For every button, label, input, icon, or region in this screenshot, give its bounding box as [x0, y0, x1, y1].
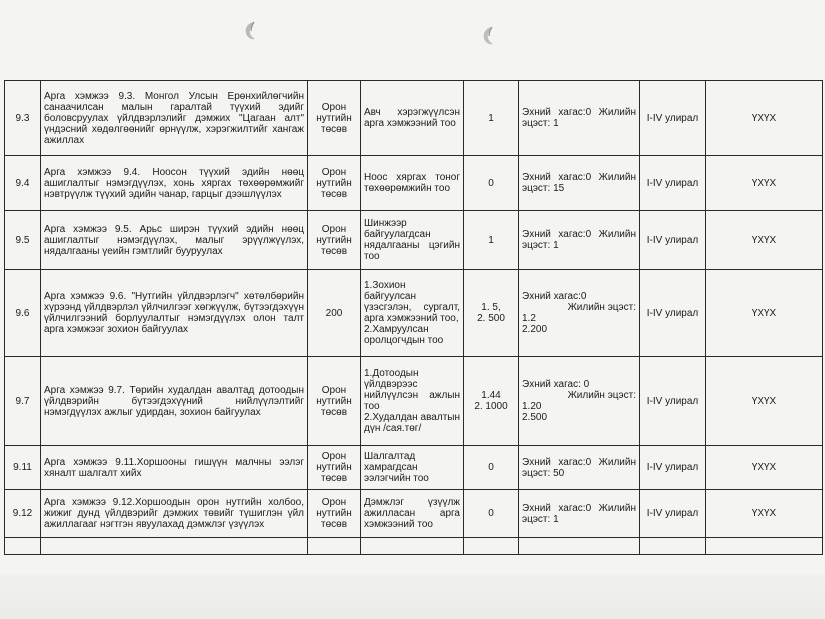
value-line: 1. 5,: [481, 302, 501, 313]
empty-cell: [361, 538, 464, 555]
table-row: [5, 156, 823, 211]
baseline: [519, 357, 640, 446]
baseline: Эхний хагас:0 Жилийн эцэст: 15: [519, 156, 640, 211]
table-row: [5, 211, 823, 270]
row-number: 9.4: [5, 156, 41, 211]
indicator-line: 2.Хамруулсан оролцогчдын тоо: [364, 324, 444, 346]
table-row: [5, 446, 823, 490]
table-row-empty: [5, 538, 823, 555]
indicator: [361, 270, 464, 357]
measure-description: Арга хэмжээ 9.6. "Нутгийн үйлдвэрлэгч" хөтөлбөрийн хүрээнд үйлдвэрлэл үйлчилгээг хөгжүүлж, бүтээгдэхүүн үйлчилгээний борлуулалтыг нэмэгдүүлэх олон талт арга хэмжээг зохион байгуулах: [41, 270, 308, 357]
baseline: Эхний хагас:0 Жилийн эцэст: 50: [519, 446, 640, 490]
target-value: 0: [464, 156, 519, 211]
measure-description: Арга хэмжээ 9.3. Монгол Улсын Ерөнхийлөгчийн санаачилсан малын гаралтай түүхий эдийг боловсруулах үйлдвэрлэлийг дэмжих "Цагаан алт" үндэсний хөдөлгөөнийг өрнүүлж, хэрэгжилтийг хангаж ажиллах: [41, 81, 308, 156]
empty-cell: [464, 538, 519, 555]
baseline-line: 2.500: [522, 412, 548, 423]
baseline-line: Жилийн эцэст:: [567, 390, 636, 401]
indicator-line: 1.Зохион байгуулсан үзэсгэлэн, сургалт, арга хэмжээний тоо,: [364, 280, 460, 324]
measure-description: Арга хэмжээ 9.5. Арьс ширэн түүхий эдийн нөөц ашиглалтыг нэмэгдүүлэх, малыг эрүүлжүүлэх, нядалгааны үеийн гэмтлийг бууруулах: [41, 211, 308, 270]
funding-source: Орон нутгийн төсөв: [308, 211, 361, 270]
responsible-org: ҮХҮХ: [706, 211, 823, 270]
indicator: Авч хэрэгжүүлсэн арга хэмжээний тоо: [361, 81, 464, 156]
target-value: 1: [464, 211, 519, 270]
responsible-org: ҮХҮХ: [706, 81, 823, 156]
target-value: [464, 357, 519, 446]
period: I-IV улирал: [640, 270, 706, 357]
indicator: [361, 357, 464, 446]
target-value: [464, 270, 519, 357]
baseline-line: 1.20: [522, 401, 542, 412]
funding-source: Орон нутгийн төсөв: [308, 490, 361, 538]
indicator: Ноос хяргах тоног төхөөрөмжийн тоо: [361, 156, 464, 211]
indicator: Шинжээр байгуулагдсан нядалгааны цэгийн тоо: [361, 211, 464, 270]
baseline: Эхний хагас:0 Жилийн эцэст: 1: [519, 490, 640, 538]
measure-description: Арга хэмжээ 9.4. Ноосон түүхий эдийн нөөц ашиглалтыг нэмэгдүүлэх, хонь хяргах төхөөрөмжийг нэвтрүүлж түүхий эдийн чанар, гарцыг дээшлүүлэх: [41, 156, 308, 211]
period: I-IV улирал: [640, 211, 706, 270]
row-number: 9.11: [5, 446, 41, 490]
empty-cell: [5, 538, 41, 555]
period: I-IV улирал: [640, 357, 706, 446]
table-row: [5, 81, 823, 156]
row-number: 9.7: [5, 357, 41, 446]
measure-description: Арга хэмжээ 9.11.Хоршооны гишүүн малчны ээлэг хяналт шалгалт хийх: [41, 446, 308, 490]
target-value: 0: [464, 490, 519, 538]
responsible-org: ҮХҮХ: [706, 490, 823, 538]
responsible-org: ҮХҮХ: [706, 156, 823, 211]
baseline-line: Жилийн эцэст:: [567, 302, 636, 313]
punch-hole-icon: [243, 20, 259, 42]
baseline-line: 2.200: [522, 324, 548, 335]
table-row: [5, 270, 823, 357]
target-value: 1: [464, 81, 519, 156]
indicator-line: 2.Худалдан авалтын дүн /сая.төг/: [364, 412, 460, 434]
table-row: [5, 357, 823, 446]
measure-description: Арга хэмжээ 9.7. Төрийн худалдан авалтад дотоодын үйлдвэрийн бүтээгдэхүүний нийлүүлэлтийг нэмэгдүүлэх ажлыг удирдан, зохион байгуулах: [41, 357, 308, 446]
responsible-org: ҮХҮХ: [706, 446, 823, 490]
punch-hole-icon: [481, 25, 497, 47]
funding-source: Орон нутгийн төсөв: [308, 446, 361, 490]
funding-source: Орон нутгийн төсөв: [308, 156, 361, 211]
scan-bottom-edge: [0, 574, 825, 619]
empty-cell: [308, 538, 361, 555]
baseline: Эхний хагас:0 Жилийн эцэст: 1: [519, 81, 640, 156]
period: I-IV улирал: [640, 81, 706, 156]
empty-cell: [706, 538, 823, 555]
value-line: 1.44: [481, 390, 501, 401]
row-number: 9.5: [5, 211, 41, 270]
period: I-IV улирал: [640, 446, 706, 490]
period: I-IV улирал: [640, 156, 706, 211]
baseline: [519, 270, 640, 357]
row-number: 9.12: [5, 490, 41, 538]
measure-description: Арга хэмжээ 9.12.Хоршоодын орон нутгийн холбоо, жижиг дунд үйлдвэрийг дэмжих төвийг түшиглэн үйл ажиллагааг нэгтгэн явуулахад дэмжлэг үзүүлэх: [41, 490, 308, 538]
empty-cell: [41, 538, 308, 555]
funding-source: Орон нутгийн төсөв: [308, 357, 361, 446]
row-number: 9.3: [5, 81, 41, 156]
value-line: 2. 1000: [474, 401, 508, 412]
baseline-line: 1.2: [522, 313, 536, 324]
baseline-line: Эхний хагас:0: [522, 291, 587, 302]
empty-cell: [640, 538, 706, 555]
funding-source: Орон нутгийн төсөв: [308, 81, 361, 156]
indicator-line: 1.Дотоодын үйлдвэрээс нийлүүлсэн ажлын тоо: [364, 368, 460, 412]
responsible-org: ҮХҮХ: [706, 357, 823, 446]
empty-cell: [519, 538, 640, 555]
action-plan-table: [4, 80, 823, 555]
table-row: [5, 490, 823, 538]
baseline-line: Эхний хагас: 0: [522, 379, 590, 390]
indicator: Шалгалтад хамрагдсан ээлэгчийн тоо: [361, 446, 464, 490]
responsible-org: ҮХҮХ: [706, 270, 823, 357]
baseline: Эхний хагас:0 Жилийн эцэст: 1: [519, 211, 640, 270]
indicator: Дэмжлэг үзүүлж ажилласан арга хэмжээний тоо: [361, 490, 464, 538]
row-number: 9.6: [5, 270, 41, 357]
period: I-IV улирал: [640, 490, 706, 538]
target-value: 0: [464, 446, 519, 490]
value-line: 2. 500: [477, 313, 505, 324]
funding-source: 200: [308, 270, 361, 357]
